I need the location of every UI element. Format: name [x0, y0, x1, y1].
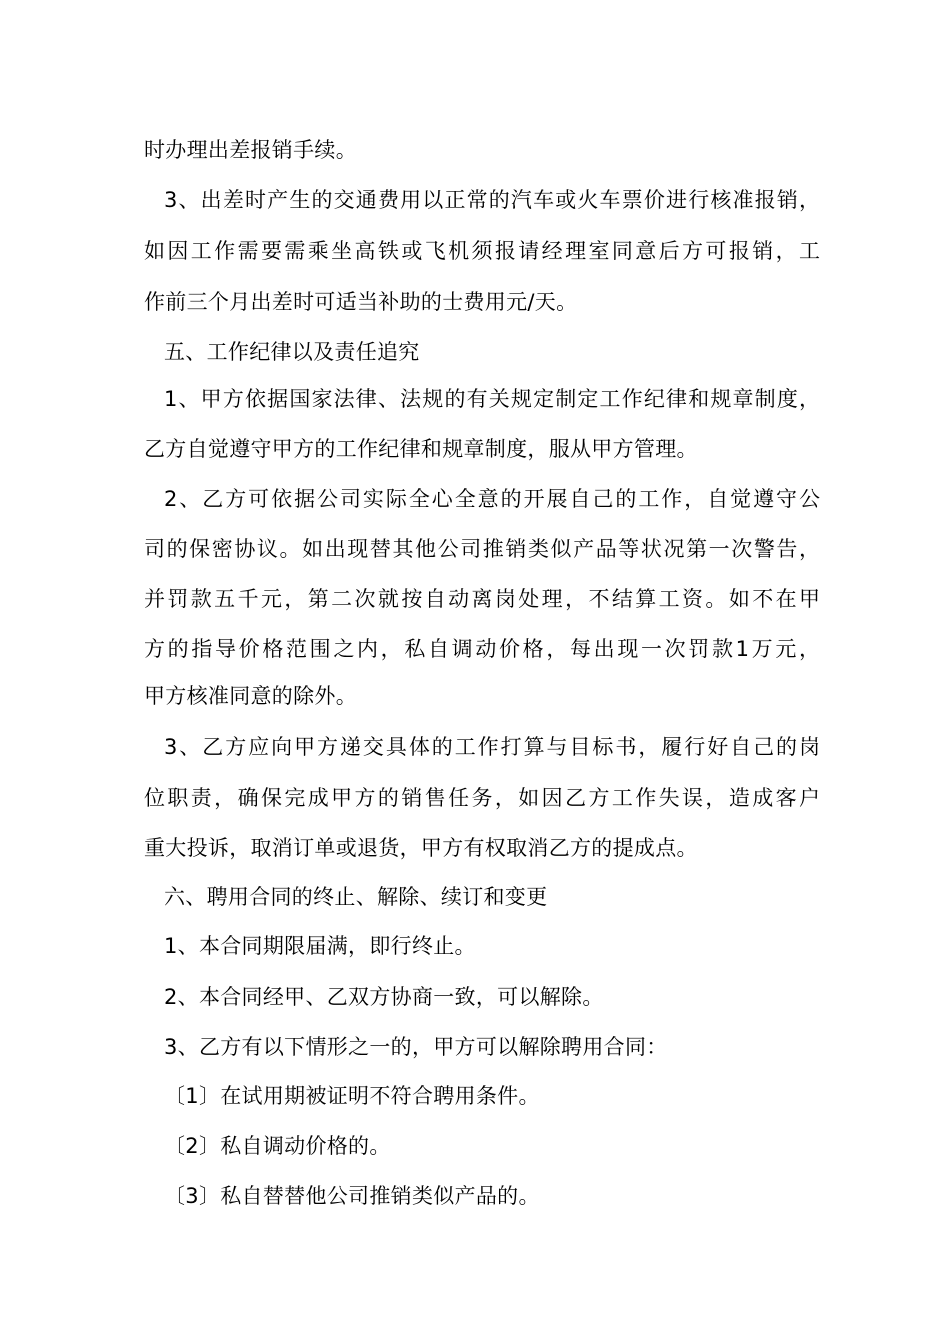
text-line: 并罚款五千元，第二次就按自动离岗处理，不结算工资。如不在甲	[144, 587, 820, 611]
text-line: 司的保密协议。如出现替其他公司推销类似产品等状况第一次警告，	[144, 537, 820, 561]
text-line: 3、乙方有以下情形之一的，甲方可以解除聘用合同：	[164, 1035, 668, 1059]
text-line: 作前三个月出差时可适当补助的士费用元/天。	[144, 290, 578, 314]
text-line: 1、本合同期限届满，即行终止。	[164, 934, 476, 958]
text-line: 1、甲方依据国家法律、法规的有关规定制定工作纪律和规章制度，	[164, 387, 820, 411]
text-line: 2、本合同经甲、乙双方协商一致，可以解除。	[164, 985, 604, 1009]
text-line: 如因工作需要需乘坐高铁或飞机须报请经理室同意后方可报销，工	[144, 239, 820, 263]
list-item: 〔2〕私自调动价格的。	[164, 1134, 391, 1158]
text-line: 位职责，确保完成甲方的销售任务，如因乙方工作失误，造成客户	[144, 786, 820, 810]
section-heading: 六、聘用合同的终止、解除、续订和变更	[164, 885, 548, 909]
section-heading: 五、工作纪律以及责任追究	[164, 340, 420, 364]
text-line: 2、乙方可依据公司实际全心全意的开展自己的工作，自觉遵守公	[164, 487, 820, 511]
text-line: 3、乙方应向甲方递交具体的工作打算与目标书，履行好自己的岗	[164, 735, 820, 759]
text-line: 方的指导价格范围之内，私自调动价格，每出现一次罚款1万元，	[144, 637, 820, 661]
text-line: 乙方自觉遵守甲方的工作纪律和规章制度，服从甲方管理。	[144, 437, 698, 461]
text-line: 重大投诉，取消订单或退货，甲方有权取消乙方的提成点。	[144, 836, 698, 860]
text-line: 甲方核准同意的除外。	[144, 684, 357, 708]
text-line: 3、出差时产生的交通费用以正常的汽车或火车票价进行核准报销，	[164, 188, 820, 212]
text-line: 时办理出差报销手续。	[144, 138, 357, 162]
list-item: 〔3〕私自替替他公司推销类似产品的。	[164, 1184, 540, 1208]
list-item: 〔1〕在试用期被证明不符合聘用条件。	[164, 1084, 540, 1108]
